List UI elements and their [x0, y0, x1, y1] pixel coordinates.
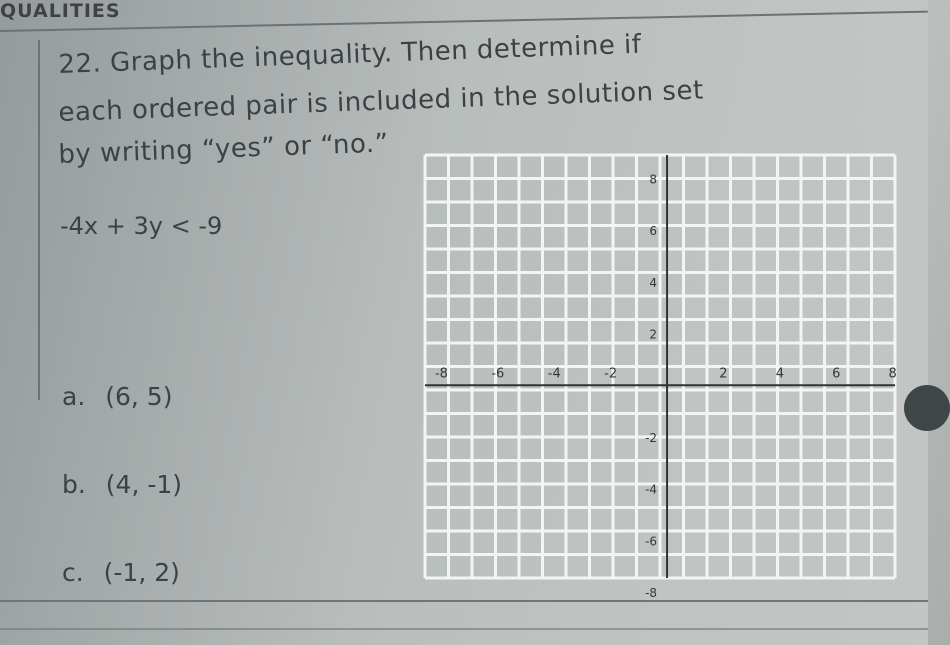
page-bottom-rule	[0, 600, 928, 602]
item-a-pair: (6, 5)	[105, 382, 173, 411]
x-tick-label: -2	[604, 366, 618, 382]
item-c-pair: (-1, 2)	[103, 558, 180, 587]
x-tick-label: 2	[719, 366, 728, 382]
x-tick-label: 8	[888, 366, 897, 382]
x-tick-label: 6	[832, 366, 841, 382]
x-tick-label: -8	[434, 366, 448, 382]
page-bottom-rule-2	[0, 628, 928, 630]
y-tick-label: -2	[645, 431, 658, 445]
y-tick-label: -8	[645, 586, 658, 601]
question-text-3: by writing “yes” or “no.”	[58, 128, 390, 170]
y-tick-label: 2	[649, 327, 658, 342]
coordinate-grid	[415, 150, 915, 601]
y-tick-label: 4	[649, 275, 658, 290]
item-c	[62, 558, 180, 587]
question-number: 22.	[58, 48, 102, 80]
item-c-letter: c.	[62, 558, 84, 587]
y-tick-label: -6	[645, 534, 658, 549]
item-b-pair: (4, -1)	[105, 470, 183, 499]
binder-hole	[904, 385, 950, 431]
header-rule	[0, 11, 928, 32]
item-b-letter: b.	[62, 470, 86, 499]
x-tick-label: 4	[775, 366, 784, 382]
question-text-2: each ordered pair is included in the solution set	[58, 75, 705, 128]
x-tick-label: -4	[547, 366, 561, 382]
inequality: -4x + 3y < -9	[60, 212, 223, 240]
y-tick-label: 6	[649, 224, 658, 239]
item-b	[62, 470, 182, 499]
question-line-1	[58, 30, 642, 80]
section-header: QUALITIES	[0, 0, 121, 22]
item-a-letter: a.	[62, 382, 86, 411]
y-tick-label: 8	[649, 172, 658, 187]
x-tick-label: -6	[491, 366, 505, 382]
question-text-1: Graph the inequality. Then determine if	[109, 29, 642, 79]
margin-line	[38, 40, 40, 400]
y-tick-label: -4	[645, 482, 658, 497]
item-a	[62, 382, 172, 411]
